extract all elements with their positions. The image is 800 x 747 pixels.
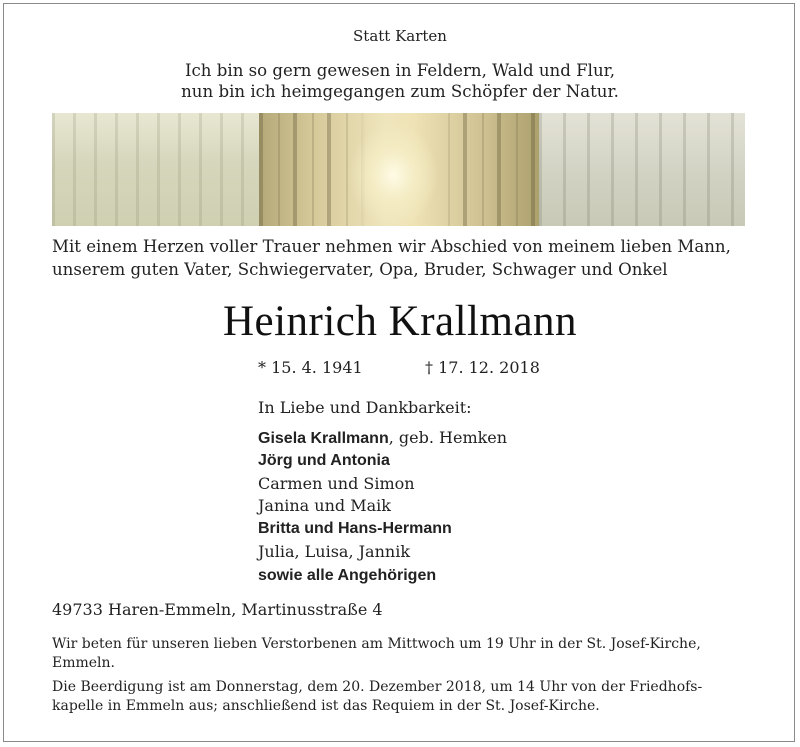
widow-name: Gisela Krallmann — [258, 430, 389, 447]
burial-notice-line-2: kapelle in Emmeln aus; anschließend ist das Requiem in der St. Josef-Kirche. — [52, 698, 600, 714]
forest-path-light-photo — [259, 113, 539, 226]
family-2: Britta und Hans-Hermann — [258, 520, 452, 537]
misty-forest-right-photo — [539, 113, 745, 226]
widow-line — [258, 428, 507, 448]
deceased-name: Heinrich Krallmann — [222, 298, 578, 345]
intro-text: Statt Karten — [353, 27, 447, 45]
poem-line-1: Ich bin so gern gewesen in Feldern, Wald und Flur, — [184, 61, 616, 80]
poem-line-2: nun bin ich heimgegangen zum Schöpfer der Natur. — [181, 82, 619, 101]
address: 49733 Haren-Emmeln, Martinusstraße 4 — [52, 600, 383, 619]
misty-forest-left-photo — [52, 113, 259, 226]
family-1: Jörg und Antonia — [258, 452, 390, 469]
widow-maiden-name: , geb. Hemken — [388, 428, 508, 447]
message-line-2: unserem guten Vater, Schwiegervater, Opa, Bruder, Schwager und Onkel — [52, 260, 668, 279]
mass-notice-line-2: Emmeln. — [52, 655, 115, 671]
mass-notice-line-1: Wir beten für unseren lieben Verstorbenen am Mittwoch um 19 Uhr in der St. Josef-Kirche, — [52, 636, 701, 652]
relatives-line: sowie alle Angehörigen — [258, 567, 437, 584]
grandchildren-1: Carmen und Simon — [258, 474, 415, 493]
grandchildren-3: Julia, Luisa, Jannik — [258, 542, 411, 561]
forest-banner-image — [52, 113, 745, 226]
birth-date: * 15. 4. 1941 — [258, 358, 363, 377]
burial-notice-line-1: Die Beerdigung ist am Donnerstag, dem 20. Dezember 2018, um 14 Uhr von der Friedhofs- — [52, 679, 703, 695]
mourners-intro: In Liebe und Dankbarkeit: — [258, 398, 472, 417]
message-line-1: Mit einem Herzen voller Trauer nehmen wir Abschied von meinem lieben Mann, — [52, 237, 731, 256]
death-date: † 17. 12. 2018 — [425, 358, 540, 377]
grandchildren-2: Janina und Maik — [258, 496, 391, 515]
